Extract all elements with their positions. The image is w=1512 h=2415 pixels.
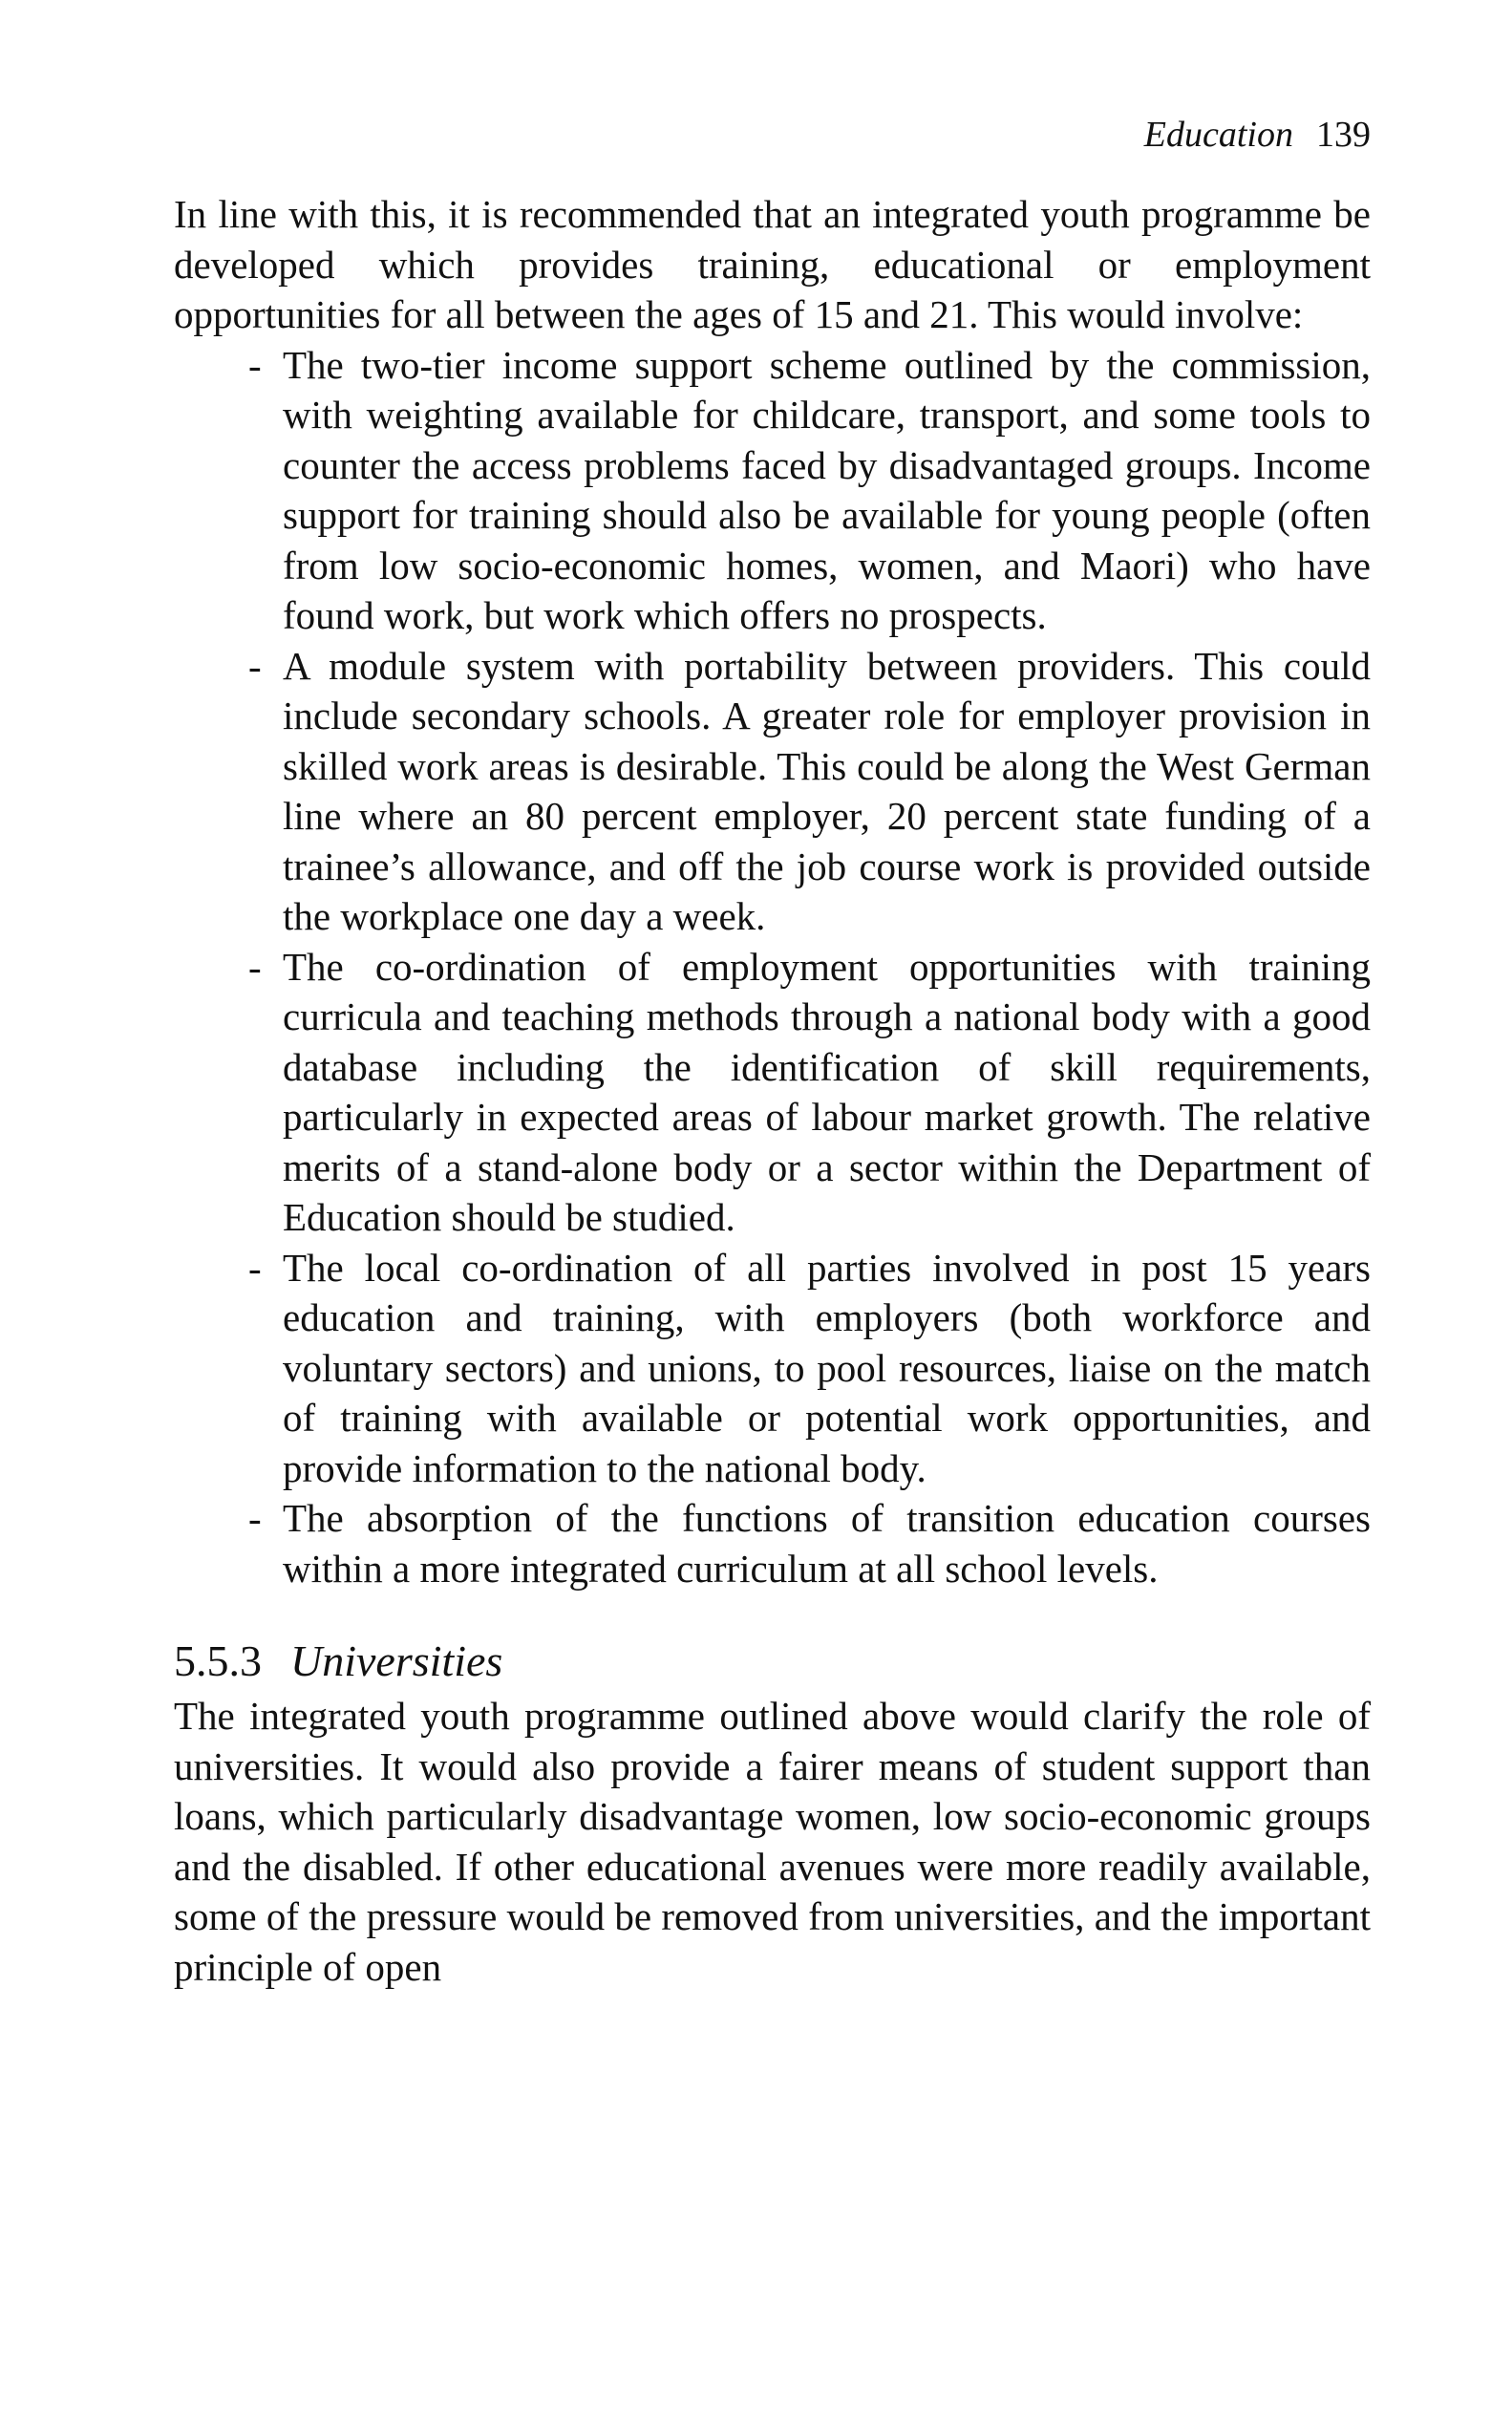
section-heading <box>174 1632 1371 1691</box>
intro-paragraph: In line with this, it is recommended that an integrated youth programme be developed which provides training, educational or employment opportunities for all between the ages of 15 and 21. This would involve: <box>174 192 1371 336</box>
list-item <box>174 641 1371 942</box>
dash-marker: - <box>248 944 262 989</box>
dash-marker: - <box>248 643 262 688</box>
page-number: 139 <box>1316 115 1371 155</box>
list-item-text: The local co-ordination of all parties involved in post 15 years education and training, with employers (both workforce and voluntary sectors) and unions, to pool resources, liaise on the match of training with available or potential work opportunities, and provide information to the national body. <box>283 1245 1371 1490</box>
list-item <box>174 340 1371 641</box>
page-body <box>174 189 1371 1992</box>
dash-marker: - <box>248 342 262 387</box>
section-number: 5.5.3 <box>174 1636 262 1685</box>
recommendation-list <box>174 340 1371 1594</box>
list-item-text: A module system with portability between providers. This could include secondary schools. A greater role for employer provision in skilled work areas is desirable. This could be along the West German line where an 80 percent employer, 20 percent state funding of a trainee’s allowance, and off the job course work is provided outside the workplace one day a week. <box>283 643 1371 938</box>
list-item <box>174 1243 1371 1494</box>
list-item <box>174 1493 1371 1593</box>
list-item-text: The co-ordination of employment opportunities with training curricula and teaching methods through a national body with a good database including the identification of skill requirements, particularly in expected areas of labour market growth. The relative merits of a stand-alone body or a sector within the Department of Education should be studied. <box>283 944 1371 1239</box>
list-item-text: The two-tier income support scheme outlined by the commission, with weighting available for childcare, transport, and some tools to counter the access problems faced by disadvantaged groups. Income support for training should also be available for young people (often from low socio-economic homes, women, and Maori) who have found work, but work which offers no prospects. <box>283 342 1371 637</box>
section-title: Universities <box>290 1636 503 1685</box>
list-item <box>174 942 1371 1243</box>
dash-marker: - <box>248 1245 262 1290</box>
dash-marker: - <box>248 1496 262 1540</box>
section-paragraph: The integrated youth programme outlined above would clarify the role of universities. It would also provide a fairer means of student support than loans, which particularly disadvantage women, low socio-economic groups and the disabled. If other educational avenues were more readily available, some of the pressure would be removed from universities, and the important principle of open <box>174 1694 1371 1989</box>
running-head <box>1144 113 1371 157</box>
running-head-title: Education <box>1143 115 1293 155</box>
list-item-text: The absorption of the functions of transition education courses within a more integrated curriculum at all school levels. <box>283 1496 1371 1591</box>
